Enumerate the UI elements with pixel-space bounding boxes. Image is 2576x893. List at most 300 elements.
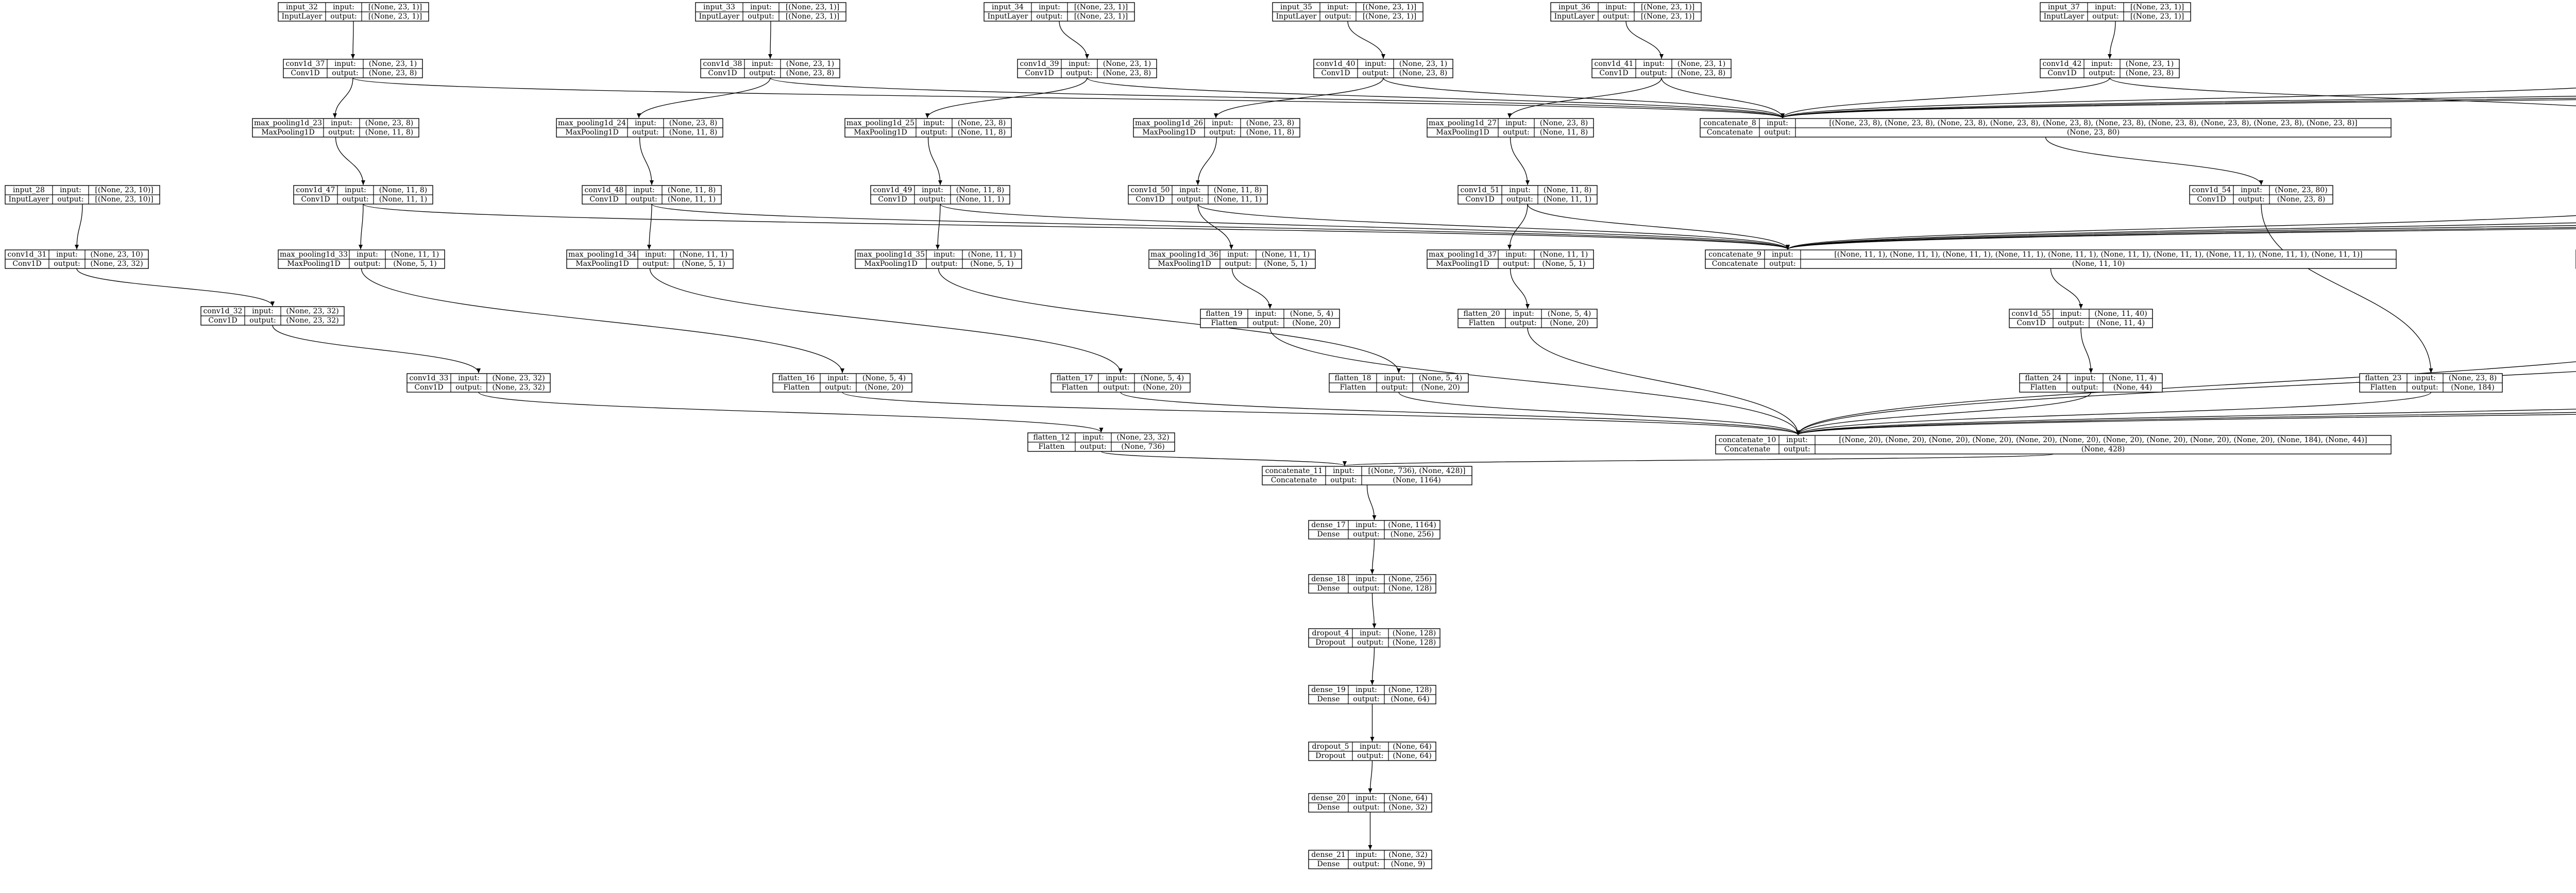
edge-input-37-to-conv1d-42 bbox=[2110, 21, 2115, 59]
input-port-label: input: bbox=[1355, 851, 1377, 859]
output-shape: (None, 11, 1) bbox=[956, 195, 1005, 204]
edge-dropout-4-to-dense-19 bbox=[1372, 647, 1375, 685]
output-port-label: output: bbox=[1506, 195, 1533, 204]
layer-node-max-pooling1d-37 bbox=[1427, 250, 1594, 268]
output-shape: (None, 5, 1) bbox=[1264, 260, 1308, 268]
output-port-label: output: bbox=[1225, 260, 1251, 268]
layer-node-conv1d-32 bbox=[201, 307, 344, 325]
layer-node-dense-20 bbox=[1309, 794, 1432, 812]
input-shape: (None, 256) bbox=[1388, 575, 1432, 583]
layer-node-flatten-18 bbox=[1329, 374, 1468, 392]
input-shape: (None, 128) bbox=[1388, 686, 1432, 694]
input-shape: (None, 23, 1) bbox=[2125, 60, 2174, 68]
input-port-label: input: bbox=[1767, 119, 1788, 127]
input-port-label: input: bbox=[2091, 60, 2113, 68]
layer-name: flatten_16 bbox=[778, 374, 815, 382]
output-port-label: output: bbox=[1252, 319, 1279, 327]
input-port-label: input: bbox=[60, 186, 81, 194]
input-port-label: input: bbox=[2414, 374, 2436, 382]
output-port-label: output: bbox=[919, 195, 946, 204]
layer-name: conv1d_41 bbox=[1594, 60, 1634, 68]
layer-type: InputLayer bbox=[1554, 12, 1595, 21]
layer-type: InputLayer bbox=[987, 12, 1028, 21]
layer-node-conv1d-47 bbox=[294, 186, 433, 204]
input-shape: (None, 11, 4) bbox=[2108, 374, 2157, 382]
input-port-label: input: bbox=[2095, 3, 2116, 11]
output-shape: (None, 5, 1) bbox=[682, 260, 725, 268]
layer-name: max_pooling1d_34 bbox=[568, 250, 636, 259]
edge-flatten-14-to-concatenate-10 bbox=[1798, 392, 2576, 435]
input-shape: (None, 23, 8) bbox=[2448, 374, 2497, 382]
input-port-label: input: bbox=[1255, 310, 1277, 318]
layer-name: input_37 bbox=[2048, 3, 2080, 11]
edge-conv1d-51-to-max-pooling1d-37 bbox=[1510, 204, 1528, 249]
output-port-label: output: bbox=[1330, 476, 1357, 484]
layer-name: max_pooling1d_33 bbox=[280, 250, 348, 259]
layer-name: conv1d_31 bbox=[7, 250, 47, 259]
layer-type: Conv1D bbox=[2047, 69, 2077, 77]
output-port-label: output: bbox=[632, 128, 659, 137]
edge-max-pooling1d-24-to-conv1d-48 bbox=[640, 137, 652, 185]
input-port-label: input: bbox=[633, 186, 655, 194]
input-shape: (None, 11, 1) bbox=[968, 250, 1016, 259]
layer-node-conv1d-48 bbox=[582, 186, 721, 204]
edge-conv1d-44-to-concatenate-9 bbox=[1788, 204, 2576, 249]
edge-flatten-23-to-concatenate-10 bbox=[1798, 392, 2431, 435]
layer-type: Conv1D bbox=[12, 260, 42, 268]
output-shape: (None, 128) bbox=[1388, 584, 1432, 593]
input-shape: (None, 11, 8) bbox=[667, 186, 716, 194]
layer-type: Conv1D bbox=[1465, 195, 1495, 204]
output-shape: (None, 23, 8) bbox=[1677, 69, 1726, 77]
layer-node-concatenate-11 bbox=[1262, 466, 1472, 485]
output-port-label: output: bbox=[1325, 12, 1351, 21]
layer-name: concatenate_11 bbox=[1265, 467, 1323, 475]
input-shape: (None, 11, 8) bbox=[956, 186, 1005, 194]
input-shape: (None, 23, 32) bbox=[492, 374, 545, 382]
output-port-label: output: bbox=[354, 260, 381, 268]
output-port-label: output: bbox=[642, 260, 669, 268]
input-shape: (None, 23, 32) bbox=[1116, 433, 1170, 442]
output-shape: [(None, 23, 1)] bbox=[1362, 12, 1417, 21]
layer-type: Dense bbox=[1317, 530, 1340, 538]
edge-dense-17-to-dense-18 bbox=[1372, 539, 1375, 574]
layer-type: Concatenate bbox=[1706, 128, 1753, 137]
input-shape: (None, 64) bbox=[1388, 794, 1428, 802]
layer-type: MaxPooling1D bbox=[287, 260, 341, 268]
layer-node-flatten-17 bbox=[1051, 374, 1190, 392]
edge-concatenate-11-to-dense-17 bbox=[1367, 485, 1375, 520]
output-port-label: output: bbox=[1784, 445, 1810, 453]
output-shape: (None, 11, 8) bbox=[669, 128, 718, 137]
input-shape: [(None, 23, 8), (None, 23, 8), (None, 23, 8), (None, 23, 8), (None, 23, 8), (None, 23, 8), (None, 23, 8), (None, 23, 8), (None, 23, 8), (None, 23, 8)] bbox=[1829, 119, 2358, 127]
layer-type: MaxPooling1D bbox=[261, 128, 315, 137]
edge-conv1d-42-to-max-pooling1d-28 bbox=[2110, 78, 2576, 118]
input-port-label: input: bbox=[1509, 186, 1531, 194]
input-shape: (None, 11, 1) bbox=[679, 250, 728, 259]
output-shape: [(None, 23, 1)] bbox=[1074, 12, 1128, 21]
input-port-label: input: bbox=[635, 119, 656, 127]
layer-type: Dense bbox=[1317, 860, 1340, 868]
edge-max-pooling1d-26-to-conv1d-50 bbox=[1198, 137, 1217, 185]
output-port-label: output: bbox=[1103, 383, 1130, 392]
input-shape: (None, 11, 1) bbox=[391, 250, 439, 259]
input-shape: [(None, 23, 1)] bbox=[1074, 3, 1128, 11]
layer-type: Flatten bbox=[1468, 319, 1495, 327]
output-port-label: output: bbox=[455, 383, 482, 392]
input-port-label: input: bbox=[750, 3, 772, 11]
layer-node-conv1d-49 bbox=[871, 186, 1010, 204]
output-port-label: output: bbox=[249, 316, 276, 325]
layer-type: MaxPooling1D bbox=[854, 128, 907, 137]
input-port-label: input: bbox=[56, 250, 78, 259]
layer-name: flatten_24 bbox=[2025, 374, 2062, 382]
output-port-label: output: bbox=[2072, 383, 2098, 392]
edge-dense-18-to-dropout-4 bbox=[1372, 593, 1375, 628]
edge-max-pooling1d-27-to-conv1d-51 bbox=[1511, 137, 1528, 185]
input-port-label: input: bbox=[1360, 629, 1381, 637]
input-port-label: input: bbox=[1786, 436, 1808, 444]
layer-node-conv1d-33 bbox=[407, 374, 550, 392]
edge-flatten-12-to-concatenate-11 bbox=[1101, 451, 1345, 466]
output-shape: (None, 11, 1) bbox=[667, 195, 716, 204]
layer-type: Dense bbox=[1317, 584, 1340, 593]
input-port-label: input: bbox=[334, 60, 356, 68]
layer-type: MaxPooling1D bbox=[575, 260, 629, 268]
output-shape: (None, 11, 1) bbox=[1543, 195, 1592, 204]
input-port-label: input: bbox=[923, 119, 945, 127]
layer-name: conv1d_39 bbox=[1020, 60, 1059, 68]
layer-name: concatenate_8 bbox=[1703, 119, 1756, 127]
input-port-label: input: bbox=[1082, 433, 1104, 442]
layer-name: concatenate_9 bbox=[1708, 250, 1761, 259]
input-shape: [(None, 23, 1)] bbox=[1640, 3, 1695, 11]
output-shape: (None, 23, 8) bbox=[1103, 69, 1151, 77]
layer-node-max-pooling1d-24 bbox=[556, 119, 723, 137]
output-shape: (None, 23, 8) bbox=[2125, 69, 2174, 77]
output-port-label: output: bbox=[1177, 195, 1204, 204]
input-port-label: input: bbox=[922, 186, 943, 194]
input-port-label: input: bbox=[2060, 310, 2082, 318]
edge-flatten-17-to-concatenate-10 bbox=[1121, 392, 1798, 435]
layer-type: InputLayer bbox=[281, 12, 323, 21]
input-port-label: input: bbox=[1069, 60, 1090, 68]
edge-conv1d-33-to-flatten-12 bbox=[479, 392, 1101, 432]
edge-input-33-to-conv1d-38 bbox=[770, 21, 771, 59]
layer-name: flatten_12 bbox=[1033, 433, 1070, 442]
layer-name: conv1d_48 bbox=[584, 186, 624, 194]
input-shape: (None, 5, 4) bbox=[1140, 374, 1184, 382]
input-port-label: input: bbox=[1772, 250, 1793, 259]
layer-name: concatenate_10 bbox=[1718, 436, 1776, 444]
layer-node-input-33 bbox=[696, 3, 846, 21]
output-shape: (None, 11, 10) bbox=[2072, 260, 2125, 268]
input-port-label: input: bbox=[1333, 467, 1354, 475]
layer-name: conv1d_50 bbox=[1130, 186, 1170, 194]
layer-name: input_28 bbox=[13, 186, 45, 194]
layer-name: max_pooling1d_27 bbox=[1429, 119, 1497, 127]
layer-name: max_pooling1d_24 bbox=[558, 119, 626, 127]
layer-node-conv1d-31 bbox=[5, 250, 148, 268]
input-port-label: input: bbox=[1505, 250, 1527, 259]
edge-input-34-to-conv1d-39 bbox=[1059, 21, 1087, 59]
input-port-label: input: bbox=[1505, 119, 1527, 127]
edge-conv1d-37-to-concatenate-8 bbox=[353, 78, 1783, 118]
layer-node-flatten-20 bbox=[1458, 309, 1597, 328]
output-shape: (None, 23, 8) bbox=[368, 69, 417, 77]
output-shape: (None, 23, 32) bbox=[286, 316, 339, 325]
output-port-label: output: bbox=[332, 69, 359, 77]
edge-conv1d-32-to-conv1d-33 bbox=[273, 325, 479, 373]
input-port-label: input: bbox=[357, 250, 378, 259]
layer-name: conv1d_54 bbox=[2192, 186, 2231, 194]
edge-conv1d-34-to-concatenate-8 bbox=[1783, 78, 2576, 118]
output-shape: (None, 64) bbox=[1393, 752, 1432, 760]
layer-node-flatten-24 bbox=[2020, 374, 2162, 392]
output-shape: (None, 11, 8) bbox=[365, 128, 414, 137]
output-shape: [(None, 23, 1)] bbox=[368, 12, 422, 21]
input-port-label: input: bbox=[1360, 743, 1381, 751]
layer-type: Dense bbox=[1317, 803, 1340, 812]
input-port-label: input: bbox=[1605, 3, 1627, 11]
layer-type: Flatten bbox=[783, 383, 810, 392]
layer-name: conv1d_55 bbox=[2011, 310, 2051, 318]
edge-conv1d-31-to-conv1d-32 bbox=[77, 268, 273, 306]
output-port-label: output: bbox=[1036, 12, 1063, 21]
layer-node-max-pooling1d-23 bbox=[252, 119, 419, 137]
layer-name: dropout_4 bbox=[1312, 629, 1349, 637]
edge-conv1d-40-to-max-pooling1d-26 bbox=[1216, 78, 1383, 118]
layer-name: input_35 bbox=[1280, 3, 1312, 11]
output-shape: [(None, 23, 10)] bbox=[95, 195, 154, 204]
layer-name: conv1d_51 bbox=[1460, 186, 1500, 194]
layer-node-input-36 bbox=[1551, 3, 1701, 21]
input-shape: [(None, 23, 1)] bbox=[368, 3, 422, 11]
output-shape: (None, 11, 8) bbox=[957, 128, 1006, 137]
output-shape: (None, 5, 1) bbox=[1542, 260, 1586, 268]
layer-node-max-pooling1d-26 bbox=[1133, 119, 1300, 137]
edge-conv1d-47-to-max-pooling1d-33 bbox=[361, 204, 363, 249]
output-shape: (None, 5, 1) bbox=[970, 260, 1014, 268]
edge-conv1d-47-to-concatenate-9 bbox=[363, 204, 1788, 249]
layer-node-input-34 bbox=[984, 3, 1134, 21]
input-shape: (None, 32) bbox=[1388, 851, 1428, 859]
input-shape: [(None, 23, 10)] bbox=[95, 186, 154, 194]
output-shape: (None, 23, 32) bbox=[492, 383, 545, 392]
layer-name: max_pooling1d_23 bbox=[254, 119, 322, 127]
edge-max-pooling1d-37-to-flatten-20 bbox=[1511, 268, 1528, 309]
input-shape: [(None, 23, 1)] bbox=[785, 3, 840, 11]
output-shape: (None, 20) bbox=[1143, 383, 1182, 392]
output-port-label: output: bbox=[1353, 584, 1380, 593]
input-port-label: input: bbox=[1327, 3, 1349, 11]
layer-node-conv1d-54 bbox=[2190, 186, 2333, 204]
input-shape: (None, 11, 40) bbox=[2094, 310, 2147, 318]
output-shape: (None, 23, 80) bbox=[2066, 128, 2120, 137]
layer-node-input-28 bbox=[5, 186, 160, 204]
output-shape: (None, 44) bbox=[2113, 383, 2153, 392]
input-port-label: input: bbox=[1513, 310, 1534, 318]
output-port-label: output: bbox=[1503, 128, 1530, 137]
input-port-label: input: bbox=[2241, 186, 2262, 194]
layer-name: conv1d_33 bbox=[409, 374, 449, 382]
layer-name: dense_18 bbox=[1311, 575, 1346, 583]
input-port-label: input: bbox=[827, 374, 849, 382]
input-port-label: input: bbox=[333, 3, 354, 11]
input-shape: (None, 23, 1) bbox=[1103, 60, 1151, 68]
input-shape: [(None, 23, 1)] bbox=[2130, 3, 2184, 11]
edge-concatenate-10-to-concatenate-11 bbox=[1345, 454, 2054, 466]
edge-input-36-to-conv1d-41 bbox=[1626, 21, 1662, 59]
layer-type: Flatten bbox=[2030, 383, 2057, 392]
layer-type: Conv1D bbox=[878, 195, 907, 204]
input-port-label: input: bbox=[458, 374, 480, 382]
input-port-label: input: bbox=[645, 250, 667, 259]
edge-input-28-to-conv1d-31 bbox=[77, 204, 82, 249]
output-port-label: output: bbox=[1080, 443, 1107, 451]
edge-flatten-15-to-concatenate-10 bbox=[1798, 392, 2576, 435]
layer-node-input-32 bbox=[278, 3, 429, 21]
output-port-label: output: bbox=[1769, 260, 1796, 268]
layer-name: conv1d_37 bbox=[285, 60, 325, 68]
input-port-label: input: bbox=[1355, 575, 1377, 583]
layer-type: Conv1D bbox=[2016, 319, 2046, 327]
layer-type: MaxPooling1D bbox=[864, 260, 918, 268]
layer-name: dropout_5 bbox=[1312, 743, 1349, 751]
layer-name: dense_19 bbox=[1311, 686, 1346, 694]
layer-node-max-pooling1d-36 bbox=[1149, 250, 1315, 268]
output-shape: (None, 11, 4) bbox=[2096, 319, 2145, 327]
edge-max-pooling1d-34-to-flatten-17 bbox=[650, 268, 1121, 373]
edge-conv1d-45-to-concatenate-9 bbox=[1788, 204, 2576, 249]
input-port-label: input: bbox=[1355, 686, 1377, 694]
output-port-label: output: bbox=[1764, 128, 1791, 137]
output-port-label: output: bbox=[1503, 260, 1530, 268]
input-shape: (None, 5, 4) bbox=[862, 374, 906, 382]
edge-max-pooling1d-33-to-flatten-16 bbox=[362, 268, 843, 373]
edge-conv1d-37-to-max-pooling1d-23 bbox=[335, 78, 353, 118]
layer-node-input-37 bbox=[2040, 3, 2191, 21]
input-shape: (None, 23, 8) bbox=[957, 119, 1006, 127]
input-shape: (None, 11, 1) bbox=[1261, 250, 1310, 259]
layer-node-dropout-4 bbox=[1309, 629, 1440, 647]
layer-type: MaxPooling1D bbox=[1142, 128, 1196, 137]
output-port-label: output: bbox=[1603, 12, 1630, 21]
layer-node-conv1d-50 bbox=[1128, 186, 1267, 204]
layer-name: max_pooling1d_25 bbox=[846, 119, 914, 127]
layer-type: MaxPooling1D bbox=[1436, 260, 1489, 268]
layer-node-conv1d-39 bbox=[1018, 59, 1157, 78]
output-port-label: output: bbox=[825, 383, 852, 392]
edge-flatten-20-to-concatenate-10 bbox=[1528, 328, 1798, 435]
output-port-label: output: bbox=[1353, 695, 1380, 703]
layer-type: Dropout bbox=[1315, 752, 1346, 760]
edge-conv1d-46-to-concatenate-9 bbox=[1788, 204, 2576, 249]
layer-name: input_36 bbox=[1558, 3, 1590, 11]
layer-type: Conv1D bbox=[589, 195, 619, 204]
output-shape: [(None, 23, 1)] bbox=[785, 12, 840, 21]
layer-node-conv1d-41 bbox=[1592, 59, 1731, 78]
output-shape: (None, 11, 1) bbox=[1213, 195, 1262, 204]
output-port-label: output: bbox=[1381, 383, 1408, 392]
input-shape: (None, 128) bbox=[1392, 629, 1436, 637]
layer-name: conv1d_32 bbox=[203, 307, 243, 315]
output-shape: (None, 20) bbox=[1550, 319, 1589, 327]
output-port-label: output: bbox=[2412, 383, 2438, 392]
layer-node-concatenate-9 bbox=[1705, 250, 2396, 268]
output-shape: (None, 32) bbox=[1388, 803, 1428, 812]
input-port-label: input: bbox=[2074, 374, 2096, 382]
output-port-label: output: bbox=[631, 195, 657, 204]
edge-conv1d-49-to-max-pooling1d-35 bbox=[938, 204, 940, 249]
output-shape: (None, 256) bbox=[1390, 530, 1434, 538]
layer-type: Conv1D bbox=[1136, 195, 1165, 204]
layer-type: MaxPooling1D bbox=[1436, 128, 1489, 137]
layer-name: input_32 bbox=[286, 3, 318, 11]
output-port-label: output: bbox=[1353, 803, 1380, 812]
layer-node-conv1d-55 bbox=[2009, 309, 2153, 328]
layer-name: flatten_19 bbox=[1206, 310, 1243, 318]
input-shape: (None, 23, 32) bbox=[286, 307, 339, 315]
output-port-label: output: bbox=[1357, 752, 1384, 760]
layer-type: Concatenate bbox=[1270, 476, 1317, 484]
output-port-label: output: bbox=[54, 260, 80, 268]
input-port-label: input: bbox=[1039, 3, 1060, 11]
layer-name: input_33 bbox=[703, 3, 735, 11]
layer-type: Flatten bbox=[2370, 383, 2397, 392]
edge-conv1d-53-to-concatenate-9 bbox=[1788, 204, 2576, 249]
input-shape: (None, 5, 4) bbox=[1418, 374, 1463, 382]
layer-name: flatten_17 bbox=[1056, 374, 1093, 382]
input-port-label: input: bbox=[1355, 521, 1377, 529]
output-shape: (None, 20) bbox=[865, 383, 904, 392]
layer-node-dense-18 bbox=[1309, 575, 1436, 593]
layer-name: input_34 bbox=[992, 3, 1024, 11]
layer-name: max_pooling1d_37 bbox=[1429, 250, 1497, 259]
layer-node-dense-21 bbox=[1309, 850, 1432, 869]
layer-name: max_pooling1d_36 bbox=[1150, 250, 1218, 259]
layer-type: Conv1D bbox=[708, 69, 737, 77]
output-shape: (None, 23, 8) bbox=[2277, 195, 2326, 204]
output-shape: (None, 11, 1) bbox=[379, 195, 428, 204]
output-port-label: output: bbox=[342, 195, 369, 204]
output-shape: (None, 9) bbox=[1391, 860, 1426, 868]
layer-type: Conv1D bbox=[1025, 69, 1054, 77]
layer-node-concatenate-8 bbox=[1700, 119, 2391, 137]
output-shape: (None, 736) bbox=[1121, 443, 1165, 451]
layer-type: Conv1D bbox=[1321, 69, 1350, 77]
output-shape: [(None, 23, 1)] bbox=[1640, 12, 1695, 21]
input-shape: (None, 23, 1) bbox=[786, 60, 835, 68]
output-shape: (None, 1164) bbox=[1393, 476, 1441, 484]
input-shape: (None, 23, 8) bbox=[669, 119, 718, 127]
output-port-label: output: bbox=[1640, 69, 1667, 77]
output-port-label: output: bbox=[2058, 319, 2084, 327]
output-port-label: output: bbox=[1510, 319, 1537, 327]
edge-conv1d-55-to-flatten-24 bbox=[2081, 328, 2091, 373]
input-port-label: input: bbox=[1179, 186, 1201, 194]
layer-name: conv1d_38 bbox=[703, 60, 742, 68]
layer-node-conv1d-37 bbox=[283, 59, 422, 78]
output-shape: [(None, 23, 1)] bbox=[2130, 12, 2184, 21]
input-shape: [(None, 11, 1), (None, 11, 1), (None, 11, 1), (None, 11, 1), (None, 11, 1), (None, 11, 1), (None, 11, 1), (None, 11, 1), (None, 11, 1), (None, 11, 1)] bbox=[1834, 250, 2363, 259]
layer-node-max-pooling1d-25 bbox=[845, 119, 1011, 137]
layer-type: Conv1D bbox=[301, 195, 330, 204]
layer-type: InputLayer bbox=[1276, 12, 1317, 21]
input-port-label: input: bbox=[252, 307, 274, 315]
input-port-label: input: bbox=[1384, 374, 1405, 382]
layer-type: Flatten bbox=[1038, 443, 1065, 451]
